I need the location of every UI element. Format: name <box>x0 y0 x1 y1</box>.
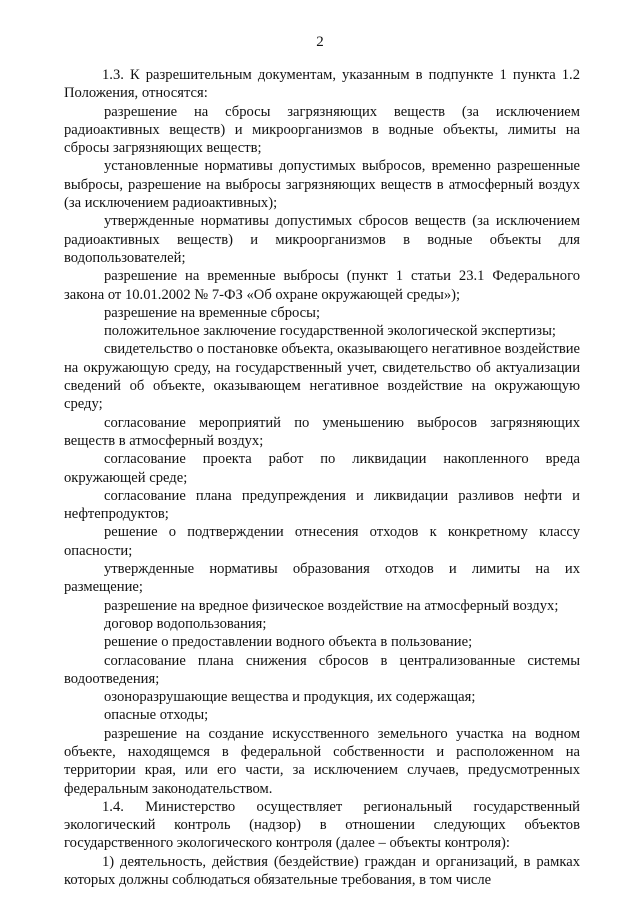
list-item: разрешение на сбросы загрязняющих веществ (за исключением радиоактивных веществ) и микроорганизмов в водные объекты, лимиты на сбросы загрязняющих веществ; <box>64 103 580 157</box>
list-item: опасные отходы; <box>104 707 209 724</box>
list-item: решение о предоставлении водного объекта в пользование; <box>104 634 473 651</box>
list-item: утвержденные нормативы допустимых сбросов веществ (за исключением радиоактивных веществ) и микроорганизмов в водные объекты для водопользователей; <box>64 213 580 266</box>
list-item: решение о подтверждении отнесения отходов к конкретному классу опасности; <box>64 524 580 559</box>
list-item: согласование плана снижения сбросов в централизованные системы водоотведения; <box>64 652 580 687</box>
list-item: свидетельство о постановке объекта, оказывающего негативное воздействие на окружающую среду, на государственный учет, свидетельство об актуализации сведений об объекте, оказывающем негативное воздействие на окружающую среду; <box>64 341 580 413</box>
list-item: разрешение на создание искусственного земельного участка на водном объекте, находящемся в федеральной собственности и расположенном на территории края, или его части, за исключением случаев, предусмотренных федеральным законодательством. <box>64 725 580 797</box>
list-item: утвержденные нормативы образования отходов и лимиты на их размещение; <box>64 561 580 596</box>
list-item: согласование плана предупреждения и ликвидации разливов нефти и нефтепродуктов; <box>64 487 580 523</box>
list-item: разрешение на вредное физическое воздействие на атмосферный воздух; <box>104 597 559 614</box>
list-item: согласование мероприятий по уменьшению выбросов загрязняющих веществ в атмосферный воздух; <box>64 414 580 449</box>
list-item: разрешение на временные сбросы; <box>104 304 321 321</box>
paragraph: 1) деятельность, действия (бездействие) граждан и организаций, в рамках которых должны соблюдаться обязательные требования, в том числе <box>64 853 580 889</box>
list-item: согласование проекта работ по ликвидации накопленного вреда окружающей среде; <box>64 451 580 486</box>
list-item: установленные нормативы допустимых выбросов, временно разрешенные выбросы, разрешение на выбросы загрязняющих веществ в атмосферный воздух (за исключением радиоактивных); <box>64 158 580 212</box>
paragraph: 1.3. К разрешительным документам, указанным в подпункте 1 пункта 1.2 Положения, относятся: <box>64 67 580 102</box>
document-body <box>64 66 580 889</box>
list-item: положительное заключение государственной экологической экспертизы; <box>104 323 556 340</box>
page-number: 2 <box>316 34 324 50</box>
list-item: разрешение на временные выбросы (пункт 1 статьи 23.1 Федерального закона от 10.01.2002 № 7-ФЗ «Об охране окружающей среды»); <box>64 268 580 303</box>
list-item: озоноразрушающие вещества и продукция, их содержащая; <box>104 689 476 706</box>
paragraph: 1.4. Министерство осуществляет региональный государственный экологический контроль (надзор) в отношении следующих объектов государственного экологического контроля (далее – объекты контроля): <box>64 798 580 852</box>
list-item: договор водопользования; <box>104 615 267 632</box>
